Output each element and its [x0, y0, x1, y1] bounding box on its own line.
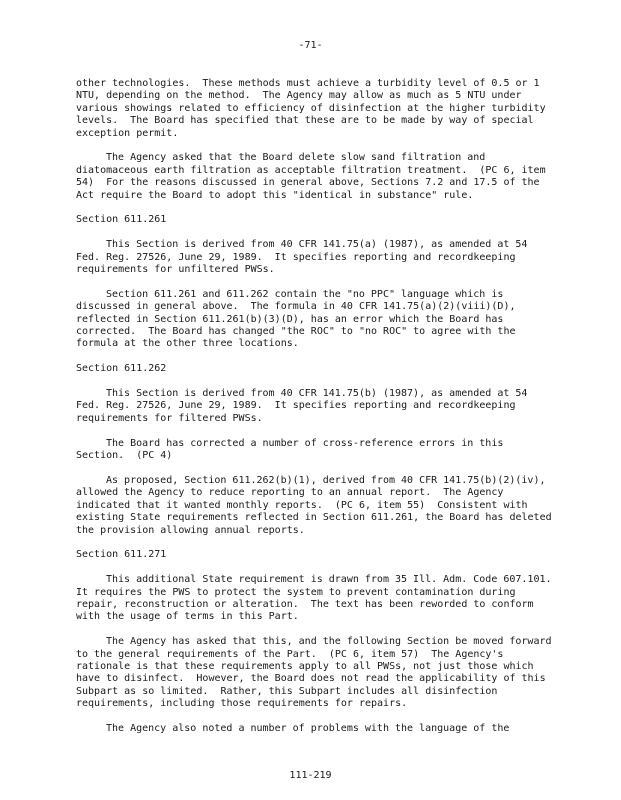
section-heading: Section 611.271	[76, 549, 167, 561]
page-footer: 111-219	[289, 770, 332, 781]
paragraph: The Agency has asked that this, and the following Section be moved forward to the general requirements of the Part. (PC 6, item 57) The Agency's rationale is that these requirements apply to all PWSs, not just those which have to disinfect. However, the Board does not read the applicability of this Subpart as so limited. Rather, this Subpart includes all disinfection requirements, including those requirements for repairs.	[76, 636, 558, 710]
paragraph: The Agency asked that the Board delete slow sand filtration and diatomaceous earth filtration as acceptable filtration treatment. (PC 6, item 54) For the reasons discussed in general above, Sections 7.2 and 17.5 of the Act require the Board to adopt this "identical in substance" rule.	[76, 152, 552, 201]
paragraph: As proposed, Section 611.262(b)(1), derived from 40 CFR 141.75(b)(2)(iv), allowed the Agency to reduce reporting to an annual report. The Agency indicated that it wanted monthly reports. (PC 6, item 55) Consistent with existing State requirements reflected in Section 611.261, the Board has deleted the provision allowing annual reports.	[76, 474, 558, 536]
page-number: -71-	[298, 40, 323, 51]
paragraph: This Section is derived from 40 CFR 141.75(a) (1987), as amended at 54 Fed. Reg. 27526, June 29, 1989. It specifies reporting and recordkeeping requirements for unfiltered PWSs.	[76, 239, 534, 276]
section-heading: Section 611.262	[76, 363, 167, 375]
section-heading: Section 611.261	[76, 214, 167, 226]
paragraph: This Section is derived from 40 CFR 141.75(b) (1987), as amended at 54 Fed. Reg. 27526, June 29, 1989. It specifies reporting and recordkeeping requirements for filtered PWSs.	[76, 388, 534, 424]
paragraph: Section 611.261 and 611.262 contain the "no PPC" language which is discussed in general above. The formula in 40 CFR 141.75(a)(2)(viii)(D), reflected in Section 611.261(b)(3)(D), has an error which the Board has corrected. The Board has changed "the ROC" to "no ROC" to agree with the formula at the other three locations.	[76, 288, 522, 350]
document-body	[76, 78, 564, 748]
paragraph: other technologies. These methods must achieve a turbidity level of 0.5 or 1 NTU, depending on the method. The Agency may allow as much as 5 NTU under various showings related to efficiency of disinfection at the higher turbidity levels. The Board has specified that these are to be made by way of special exception permit.	[76, 78, 552, 139]
paragraph: The Agency also noted a number of problems with the language of the	[106, 722, 510, 734]
paragraph: This additional State requirement is drawn from 35 Ill. Adm. Code 607.101. It requires the PWS to protect the system to prevent contamination during repair, reconstruction or alteration. The text has been reworded to conform with the usage of terms in this Part.	[76, 574, 564, 623]
paragraph: The Board has corrected a number of cross-reference errors in this Section. (PC 4)	[76, 437, 510, 462]
